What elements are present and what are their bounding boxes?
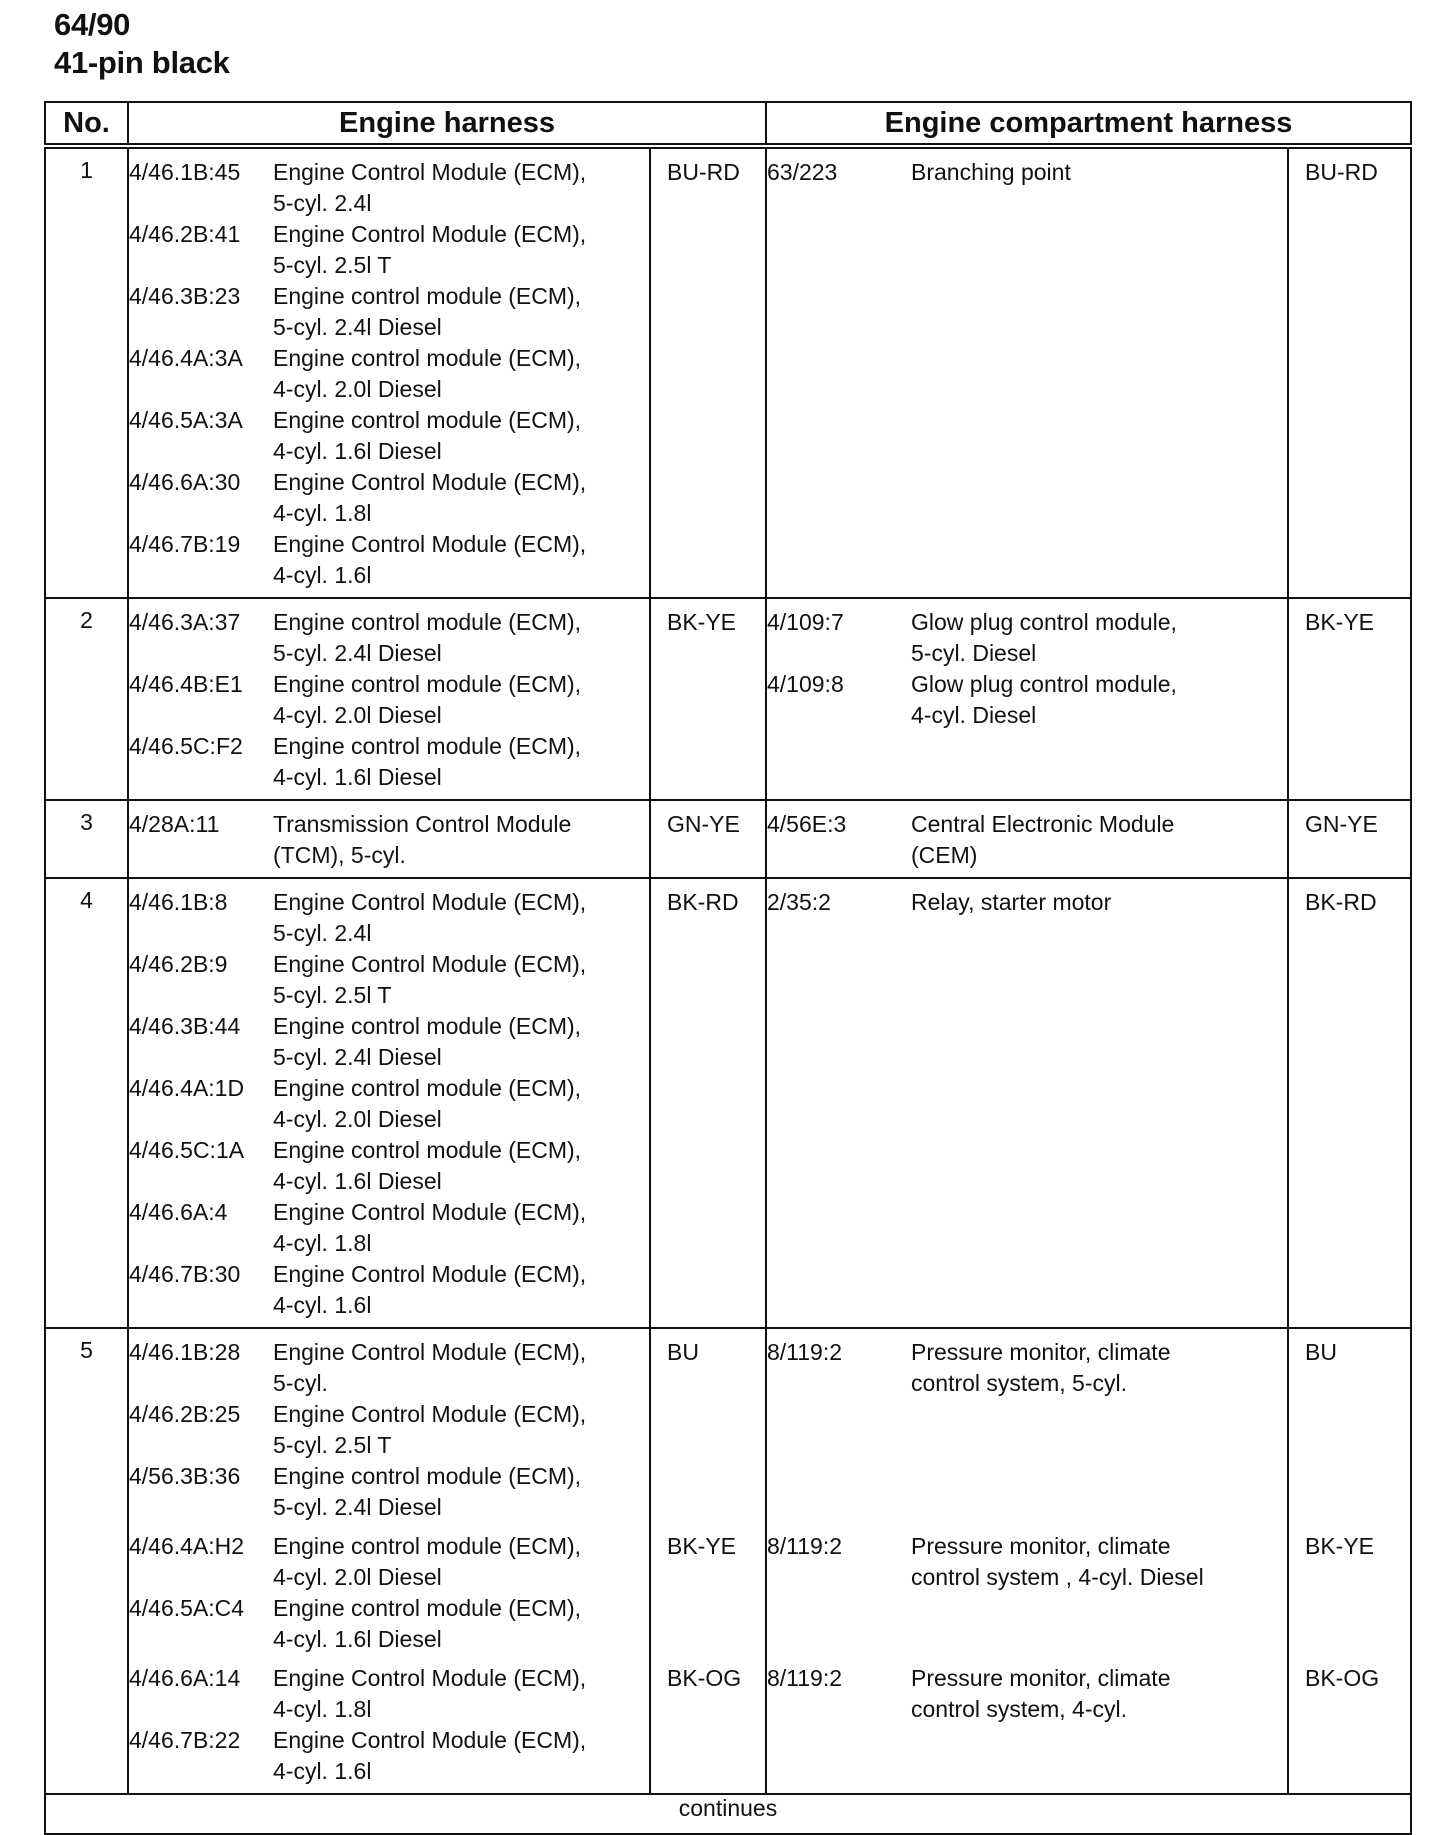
engine-wire-color-group [651,607,765,793]
engine-connection-group [129,1337,649,1523]
engine-connection [129,157,649,219]
compartment-connection-group [767,1337,1287,1523]
engine-wire-color-cell [650,878,766,1328]
engine-wire-color-group [651,1663,765,1787]
table-row [45,598,1411,800]
compartment-wire-color-cell [1288,598,1411,800]
engine-connection-group [129,1663,649,1787]
connector-code: 4/46.1B:28 [129,1339,241,1365]
connector-code: 4/46.5A:3A [129,407,243,433]
wire-color: BK-OG [1305,1665,1380,1691]
component-description: Engine control module (ECM), 4-cyl. 1.6l Diesel [273,1595,582,1652]
component-description: Engine control module (ECM), 4-cyl. 1.6l Diesel [273,1137,582,1194]
compartment-connection [767,887,1287,918]
compartment-harness-cell [766,598,1288,800]
engine-connection-group [129,1531,649,1655]
connector-code: 4/28A:11 [129,811,220,837]
compartment-connections [767,149,1287,597]
component-description: Engine control module (ECM), 5-cyl. 2.4l Diesel [273,609,582,666]
engine-wire-color-group [651,1531,765,1655]
component-description: Engine control module (ECM), 4-cyl. 1.6l Diesel [273,733,582,790]
compartment-connection-group [767,1531,1287,1655]
engine-connection [129,809,649,871]
compartment-wire-color-group [1289,1531,1410,1655]
compartment-connection [767,607,1287,669]
connector-code: 4/46.5C:1A [129,1137,245,1163]
wire-color: BK-YE [1305,1533,1375,1559]
connector-code: 4/46.3B:44 [129,1013,241,1039]
connector-code: 8/119:2 [767,1533,843,1559]
compartment-wire-colors [1289,879,1410,1327]
engine-connection [129,1461,649,1523]
engine-connection [129,467,649,529]
compartment-wire-color-cell [1288,146,1411,598]
engine-connections [129,879,649,1327]
component-description: Engine Control Module (ECM), 4-cyl. 1.8l [273,469,587,526]
engine-connection [129,219,649,281]
engine-connection [129,1197,649,1259]
component-description: Engine control module (ECM), 4-cyl. 2.0l Diesel [273,345,582,402]
component-description: Engine Control Module (ECM), 5-cyl. 2.5l T [273,1401,587,1458]
engine-connection [129,669,649,731]
connector-code: 4/109:8 [767,671,844,697]
compartment-wire-color-cell [1288,878,1411,1328]
engine-wire-color-cell [650,146,766,598]
wire-color: BU-RD [1305,159,1378,185]
pin-number: 5 [45,1328,128,1794]
table-row [45,146,1411,598]
table-header-row [45,102,1411,146]
compartment-wire-color-cell [1288,800,1411,878]
component-description: Engine control module (ECM), 4-cyl. 2.0l Diesel [273,1075,582,1132]
wire-color: BK-OG [667,1665,742,1691]
table-row [45,878,1411,1328]
compartment-wire-colors [1289,149,1410,597]
compartment-wire-color-group [1289,1663,1410,1787]
connector-code: 4/46.5A:C4 [129,1595,245,1621]
component-description: Engine Control Module (ECM), 4-cyl. 1.8l [273,1199,587,1256]
engine-connection [129,1663,649,1725]
connector-code: 4/46.7B:30 [129,1261,241,1287]
engine-wire-colors [651,1329,765,1793]
compartment-connection-group [767,809,1287,871]
engine-wire-colors [651,149,765,597]
connector-code: 4/46.6A:4 [129,1199,228,1225]
connector-code: 4/109:7 [767,609,844,635]
wire-color: BU [667,1339,699,1365]
engine-wire-colors [651,879,765,1327]
wire-color: BK-YE [1305,609,1375,635]
column-header-no: No. [45,102,128,146]
engine-wire-color-cell [650,1328,766,1794]
engine-connection [129,731,649,793]
wire-color: GN-YE [1305,811,1378,837]
compartment-connection [767,809,1287,871]
engine-wire-color-cell [650,800,766,878]
connector-pin-table [44,101,1412,1835]
connector-code: 4/46.4A:H2 [129,1533,245,1559]
component-description: Engine control module (ECM), 5-cyl. 2.4l Diesel [273,283,582,340]
component-description: Engine Control Module (ECM), 5-cyl. 2.4l [273,159,587,216]
pin-number: 3 [45,800,128,878]
table-footer-row [45,1794,1411,1834]
compartment-wire-colors [1289,599,1410,799]
connector-code: 4/46.2B:41 [129,221,241,247]
engine-connection [129,887,649,949]
compartment-wire-colors [1289,1329,1410,1793]
component-description: Glow plug control module, 5-cyl. Diesel [911,609,1177,666]
engine-connection [129,1337,649,1399]
compartment-harness-cell [766,1328,1288,1794]
compartment-connections [767,1329,1287,1793]
engine-wire-colors [651,599,765,799]
engine-connection [129,1073,649,1135]
connector-code: 4/56E:3 [767,811,847,837]
component-description: Engine control module (ECM), 4-cyl. 2.0l Diesel [273,1533,582,1590]
connector-code: 4/46.3A:37 [129,609,241,635]
component-description: Engine control module (ECM), 4-cyl. 1.6l Diesel [273,407,582,464]
engine-harness-cell [128,878,650,1328]
component-description: Engine Control Module (ECM), 5-cyl. [273,1339,587,1396]
engine-connection [129,405,649,467]
connector-code: 4/46.5C:F2 [129,733,243,759]
compartment-harness-cell [766,878,1288,1328]
continues-note: continues [45,1794,1411,1834]
engine-connection [129,1531,649,1593]
component-description: Engine Control Module (ECM), 5-cyl. 2.4l [273,889,587,946]
connector-title: 41-pin black [54,45,230,80]
engine-connection [129,343,649,405]
engine-connection [129,949,649,1011]
engine-connection [129,607,649,669]
component-description: Central Electronic Module (CEM) [911,811,1175,868]
engine-harness-cell [128,800,650,878]
component-description: Engine Control Module (ECM), 5-cyl. 2.5l T [273,951,587,1008]
engine-connections [129,1329,649,1793]
connector-code: 4/46.4A:3A [129,345,243,371]
wire-color: BK-YE [667,609,737,635]
connector-code: 4/46.6A:30 [129,469,241,495]
wire-color: BU [1305,1339,1337,1365]
pin-number: 1 [45,146,128,598]
wire-color: BK-YE [667,1533,737,1559]
compartment-connection [767,1663,1287,1725]
page-header [54,6,230,82]
component-description: Engine Control Module (ECM), 4-cyl. 1.6l [273,531,587,588]
connector-code: 4/56.3B:36 [129,1463,241,1489]
connector-code: 4/46.3B:23 [129,283,241,309]
compartment-harness-cell [766,800,1288,878]
compartment-connections [767,599,1287,799]
engine-connection [129,1259,649,1321]
wire-color: BK-RD [667,889,739,915]
engine-connection-group [129,157,649,591]
compartment-wire-color-group [1289,809,1410,871]
connector-code: 4/46.1B:8 [129,889,228,915]
compartment-connection [767,157,1287,188]
connector-code: 8/119:2 [767,1339,843,1365]
component-description: Pressure monitor, climate control system, 4-cyl. [911,1665,1171,1722]
column-header-compartment-harness: Engine compartment harness [766,102,1411,146]
engine-connection [129,1593,649,1655]
component-description: Engine Control Module (ECM), 4-cyl. 1.8l [273,1665,587,1722]
component-description: Engine control module (ECM), 4-cyl. 2.0l Diesel [273,671,582,728]
engine-connections [129,599,649,799]
engine-connection-group [129,887,649,1321]
engine-connection [129,1399,649,1461]
compartment-connection-group [767,1663,1287,1787]
compartment-connection-group [767,157,1287,591]
component-description: Relay, starter motor [911,889,1112,915]
engine-harness-cell [128,598,650,800]
component-description: Transmission Control Module (TCM), 5-cyl. [273,811,572,868]
table-row [45,800,1411,878]
engine-wire-color-group [651,1337,765,1523]
compartment-wire-colors [1289,801,1410,877]
connector-code: 4/46.6A:14 [129,1665,241,1691]
compartment-connection [767,669,1287,731]
connector-code: 2/35:2 [767,889,831,915]
engine-connections [129,801,649,877]
compartment-wire-color-group [1289,607,1410,793]
compartment-connection [767,1337,1287,1399]
engine-connection-group [129,809,649,871]
compartment-connections [767,879,1287,1327]
compartment-wire-color-group [1289,1337,1410,1523]
pin-number: 2 [45,598,128,800]
connector-code: 4/46.2B:25 [129,1401,241,1427]
engine-connection-group [129,607,649,793]
compartment-connection-group [767,607,1287,793]
compartment-connections [767,801,1287,877]
component-description: Engine Control Module (ECM), 4-cyl. 1.6l [273,1261,587,1318]
engine-connection [129,1725,649,1787]
engine-wire-color-group [651,887,765,1321]
connector-code: 4/46.7B:19 [129,531,241,557]
compartment-connection [767,1531,1287,1593]
connector-code: 63/223 [767,159,838,185]
engine-wire-color-group [651,157,765,591]
engine-wire-colors [651,801,765,877]
component-description: Pressure monitor, climate control system , 4-cyl. Diesel [911,1533,1204,1590]
engine-connection [129,529,649,591]
connector-code: 4/46.1B:45 [129,159,241,185]
compartment-wire-color-group [1289,157,1410,591]
connector-code: 4/46.7B:22 [129,1727,241,1753]
engine-connection [129,1135,649,1197]
wire-color: BK-RD [1305,889,1377,915]
wire-color: GN-YE [667,811,740,837]
compartment-harness-cell [766,146,1288,598]
compartment-connection-group [767,887,1287,1321]
engine-connections [129,149,649,597]
compartment-wire-color-cell [1288,1328,1411,1794]
connector-code: 4/46.4B:E1 [129,671,243,697]
component-description: Pressure monitor, climate control system, 5-cyl. [911,1339,1171,1396]
engine-wire-color-group [651,809,765,871]
component-description: Branching point [911,159,1071,185]
engine-harness-cell [128,146,650,598]
page-number: 64/90 [54,7,131,42]
component-description: Glow plug control module, 4-cyl. Diesel [911,671,1177,728]
column-header-engine-harness: Engine harness [128,102,766,146]
engine-wire-color-cell [650,598,766,800]
component-description: Engine Control Module (ECM), 5-cyl. 2.5l T [273,221,587,278]
compartment-wire-color-group [1289,887,1410,1321]
connector-code: 4/46.2B:9 [129,951,228,977]
component-description: Engine control module (ECM), 5-cyl. 2.4l Diesel [273,1463,582,1520]
component-description: Engine control module (ECM), 5-cyl. 2.4l Diesel [273,1013,582,1070]
engine-harness-cell [128,1328,650,1794]
wire-color: BU-RD [667,159,740,185]
engine-connection [129,281,649,343]
engine-connection [129,1011,649,1073]
component-description: Engine Control Module (ECM), 4-cyl. 1.6l [273,1727,587,1784]
connector-code: 4/46.4A:1D [129,1075,245,1101]
connector-code: 8/119:2 [767,1665,843,1691]
table-row [45,1328,1411,1794]
pin-number: 4 [45,878,128,1328]
